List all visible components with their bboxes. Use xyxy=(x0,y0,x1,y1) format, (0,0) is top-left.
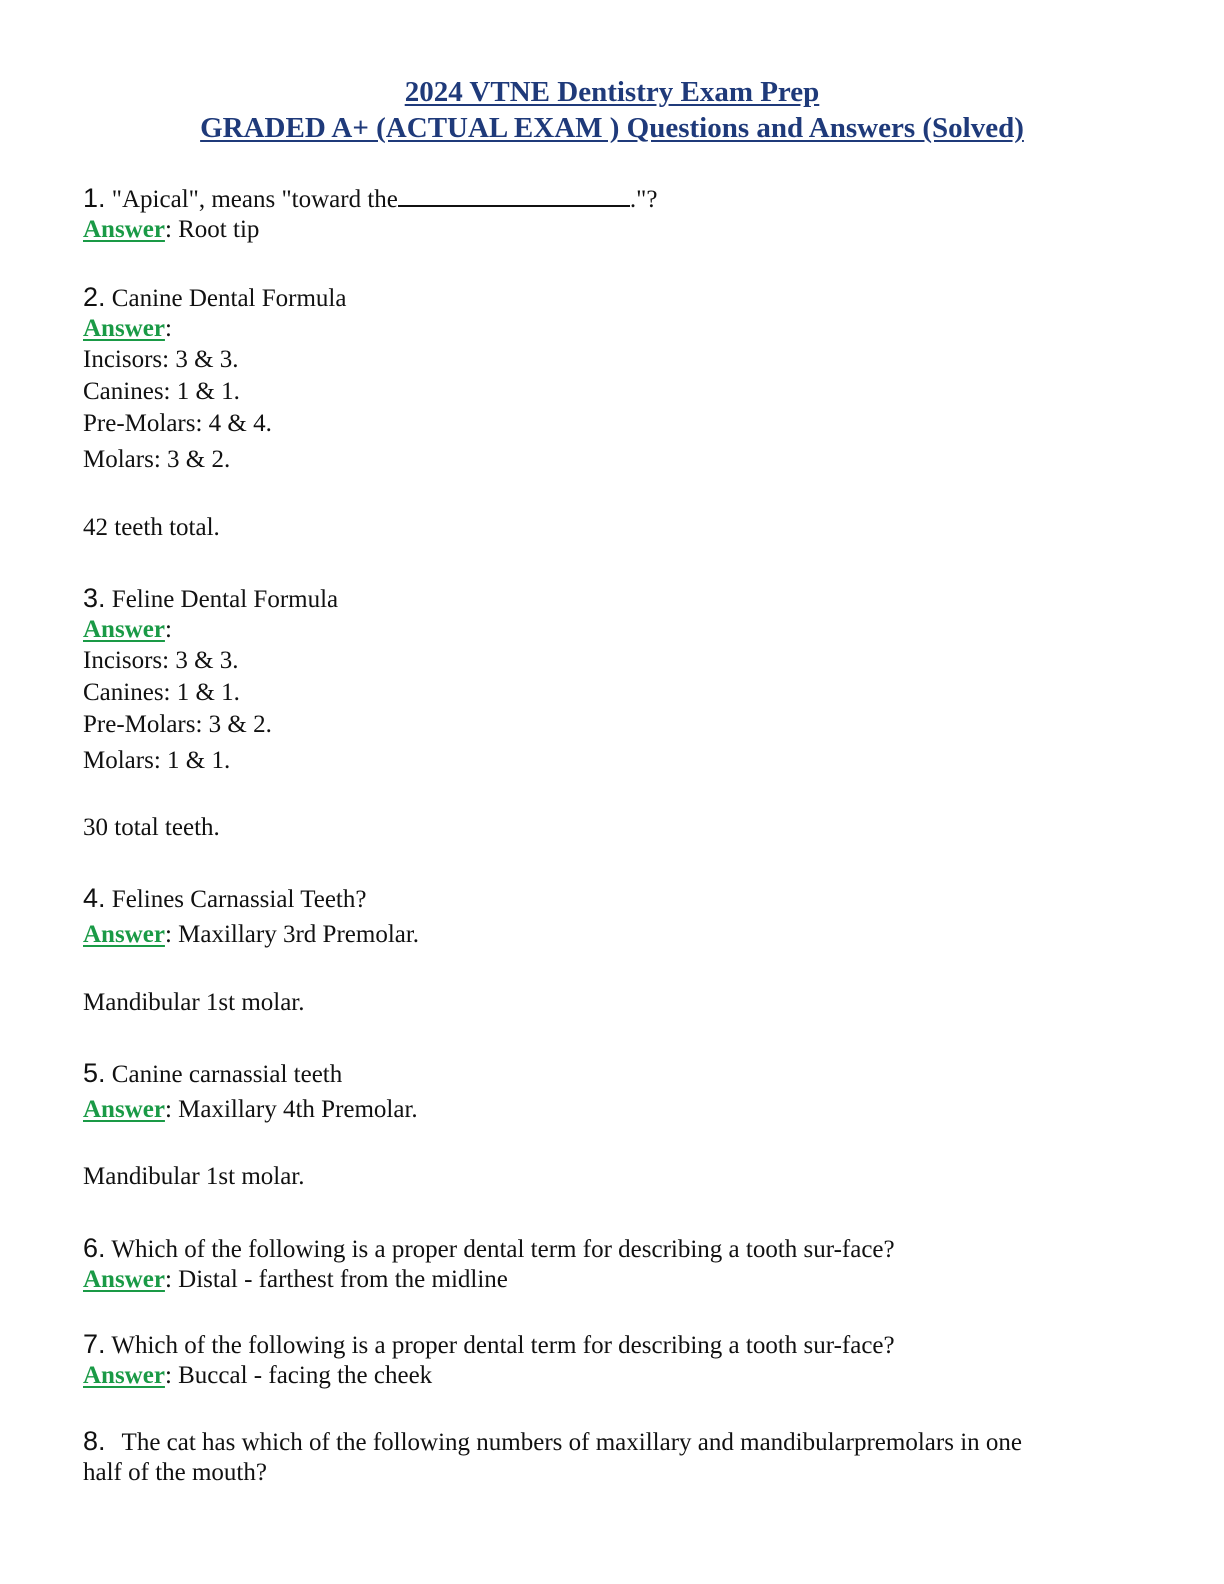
answer-label: Answer xyxy=(83,1362,165,1389)
question-number: 5 xyxy=(83,1058,99,1088)
answer-3-line-2: Canines: 1 & 1. xyxy=(83,679,240,706)
question-text-end: ."? xyxy=(629,186,658,213)
answer-2 xyxy=(83,313,172,344)
answer-3-line-3: Pre-Molars: 3 & 2. xyxy=(83,711,272,738)
document-title-line-1: 2024 VTNE Dentistry Exam Prep xyxy=(404,76,820,108)
answer-label: Answer xyxy=(83,921,165,948)
question-8: 8. The cat has which of the following numbers of maxillary and mandibularpremolars in one xyxy=(83,1426,1022,1456)
answer-3-line-1: Incisors: 3 & 3. xyxy=(83,647,239,674)
answer-5 xyxy=(83,1094,418,1125)
answer-label: Answer xyxy=(83,1266,165,1293)
question-number: 6 xyxy=(83,1233,99,1263)
question-number: 4 xyxy=(83,883,99,913)
question-7: 7. Which of the following is a proper dental term for describing a tooth sur-face? xyxy=(83,1329,895,1359)
question-number: 7 xyxy=(83,1329,99,1359)
question-2: 2. Canine Dental Formula xyxy=(83,282,347,312)
answer-2-line-4: Molars: 3 & 2. xyxy=(83,446,231,473)
answer-text: : Distal - farthest from the midline xyxy=(164,1266,508,1293)
answer-6 xyxy=(83,1264,508,1295)
question-text: "Apical", means "toward the xyxy=(111,186,398,213)
answer-text: : Maxillary 4th Premolar. xyxy=(164,1096,418,1123)
question-3: 3. Feline Dental Formula xyxy=(83,583,339,613)
answer-2-note: 42 teeth total. xyxy=(83,514,220,541)
answer-text: : xyxy=(164,315,172,342)
answer-label: Answer xyxy=(83,616,165,643)
answer-5-note: Mandibular 1st molar. xyxy=(83,1163,305,1190)
answer-text: : Root tip xyxy=(164,216,260,243)
answer-text: : xyxy=(164,616,172,643)
question-text: Canine carnassial teeth xyxy=(111,1061,343,1088)
question-1: 1. "Apical", means "toward the ."? xyxy=(83,183,658,213)
answer-1 xyxy=(83,214,259,245)
question-number: 2 xyxy=(83,282,99,312)
answer-label: Answer xyxy=(83,1096,165,1123)
question-text: The cat has which of the following numbers of maxillary and mandibularpremolars in one xyxy=(121,1429,1022,1456)
question-number: 8 xyxy=(83,1426,99,1456)
answer-label: Answer xyxy=(83,315,165,342)
question-text: Canine Dental Formula xyxy=(111,285,347,312)
answer-2-line-2: Canines: 1 & 1. xyxy=(83,378,240,405)
answer-text: : Maxillary 3rd Premolar. xyxy=(164,921,420,948)
answer-3-line-4: Molars: 1 & 1. xyxy=(83,747,231,774)
question-text: Feline Dental Formula xyxy=(111,586,339,613)
question-text: Felines Carnassial Teeth? xyxy=(111,886,367,913)
document-title-line-2: GRADED A+ (ACTUAL EXAM ) Questions and Answers (Solved) xyxy=(200,112,1024,144)
answer-7 xyxy=(83,1360,432,1391)
answer-2-line-1: Incisors: 3 & 3. xyxy=(83,346,239,373)
question-number: 1 xyxy=(83,183,99,213)
answer-4-note: Mandibular 1st molar. xyxy=(83,989,305,1016)
answer-text: : Buccal - facing the cheek xyxy=(164,1362,433,1389)
question-number: 3 xyxy=(83,583,99,613)
answer-4 xyxy=(83,919,419,950)
question-text: Which of the following is a proper dental term for describing a tooth sur-face? xyxy=(111,1236,895,1263)
answer-label: Answer xyxy=(83,216,165,243)
question-text: Which of the following is a proper dental term for describing a tooth sur-face? xyxy=(111,1332,895,1359)
fill-in-blank xyxy=(398,183,630,207)
question-6: 6. Which of the following is a proper dental term for describing a tooth sur-face? xyxy=(83,1233,895,1263)
answer-3 xyxy=(83,614,172,645)
question-5: 5. Canine carnassial teeth xyxy=(83,1058,343,1088)
answer-3-note: 30 total teeth. xyxy=(83,814,220,841)
question-8-continued: half of the mouth? xyxy=(83,1459,267,1486)
question-4: 4. Felines Carnassial Teeth? xyxy=(83,883,367,913)
answer-2-line-3: Pre-Molars: 4 & 4. xyxy=(83,410,272,437)
